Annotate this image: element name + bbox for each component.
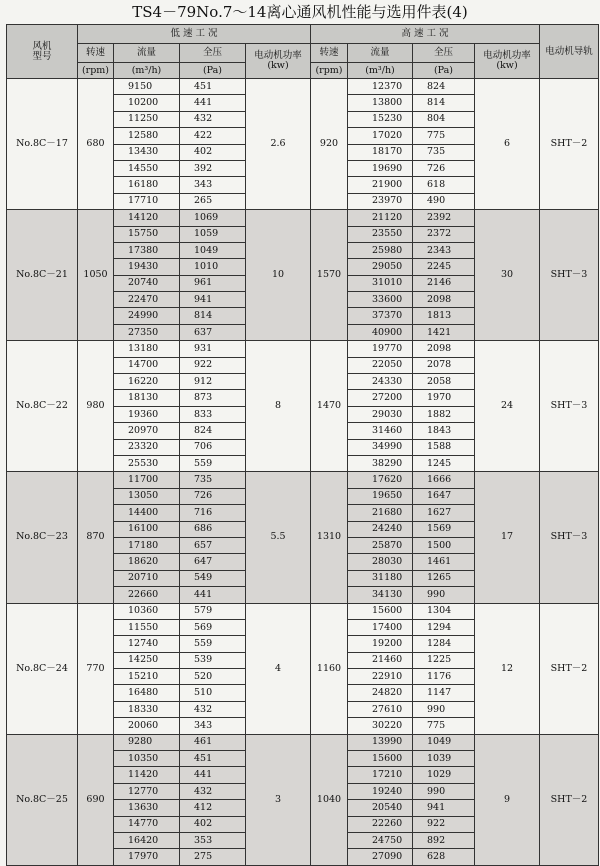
high-pressure-cell: 990 xyxy=(413,587,475,603)
high-pressure-cell: 1284 xyxy=(413,636,475,652)
low-pressure-cell: 726 xyxy=(180,488,246,504)
header-model xyxy=(7,25,78,79)
high-pressure-cell: 2245 xyxy=(413,259,475,275)
low-pressure-cell: 392 xyxy=(180,160,246,176)
header-high-speed-unit: (rpm) xyxy=(311,63,348,79)
low-flow-cell: 16480 xyxy=(114,685,180,701)
header-low-power-label: 电动机功率 xyxy=(254,50,302,62)
low-pressure-cell: 441 xyxy=(180,767,246,783)
high-flow-cell: 19240 xyxy=(348,783,413,799)
high-flow-cell: 19650 xyxy=(348,488,413,504)
high-power-cell: 24 xyxy=(475,341,540,472)
high-flow-cell: 34130 xyxy=(348,587,413,603)
high-flow-cell: 21900 xyxy=(348,177,413,193)
low-flow-cell: 11550 xyxy=(114,619,180,635)
model-cell: No.8C－21 xyxy=(7,210,78,341)
low-pressure-cell: 520 xyxy=(180,669,246,685)
high-pressure-cell: 1039 xyxy=(413,751,475,767)
high-flow-cell: 19690 xyxy=(348,160,413,176)
low-pressure-cell: 559 xyxy=(180,636,246,652)
high-pressure-cell: 804 xyxy=(413,111,475,127)
high-flow-cell: 34990 xyxy=(348,439,413,455)
high-pressure-cell: 2098 xyxy=(413,292,475,308)
rail-cell: SHT－2 xyxy=(540,734,599,865)
low-pressure-cell: 343 xyxy=(180,718,246,734)
high-pressure-cell: 490 xyxy=(413,193,475,209)
high-pressure-cell: 892 xyxy=(413,832,475,848)
high-speed-cell: 1040 xyxy=(311,734,348,865)
header-low-group: 低 速 工 况 xyxy=(78,25,311,44)
high-pressure-cell: 2146 xyxy=(413,275,475,291)
high-pressure-cell: 1294 xyxy=(413,619,475,635)
model-cell: No.8C－24 xyxy=(7,603,78,734)
high-pressure-cell: 941 xyxy=(413,800,475,816)
high-pressure-cell: 775 xyxy=(413,128,475,144)
high-flow-cell: 12370 xyxy=(348,79,413,95)
high-flow-cell: 24750 xyxy=(348,832,413,848)
high-power-cell: 17 xyxy=(475,472,540,603)
low-flow-cell: 17180 xyxy=(114,537,180,553)
header-row-2 xyxy=(7,44,599,63)
header-high-flow-unit: (m³/h) xyxy=(348,63,413,79)
high-pressure-cell: 1421 xyxy=(413,324,475,340)
high-power-cell: 12 xyxy=(475,603,540,734)
high-speed-cell: 1310 xyxy=(311,472,348,603)
low-flow-cell: 20970 xyxy=(114,423,180,439)
low-power-cell: 3 xyxy=(246,734,311,865)
low-pressure-cell: 559 xyxy=(180,455,246,471)
page-title: TS4－79No.7～14离心通风机性能与选用件表(4) xyxy=(132,3,468,21)
low-flow-cell: 16220 xyxy=(114,374,180,390)
low-pressure-cell: 637 xyxy=(180,324,246,340)
high-flow-cell: 17020 xyxy=(348,128,413,144)
low-pressure-cell: 647 xyxy=(180,554,246,570)
high-pressure-cell: 1265 xyxy=(413,570,475,586)
high-pressure-cell: 1970 xyxy=(413,390,475,406)
high-flow-cell: 21460 xyxy=(348,652,413,668)
high-flow-cell: 23970 xyxy=(348,193,413,209)
high-pressure-cell: 1627 xyxy=(413,505,475,521)
low-pressure-cell: 1010 xyxy=(180,259,246,275)
low-flow-cell: 14250 xyxy=(114,652,180,668)
low-flow-cell: 15210 xyxy=(114,669,180,685)
high-flow-cell: 27090 xyxy=(348,849,413,865)
low-flow-cell: 14700 xyxy=(114,357,180,373)
low-pressure-cell: 432 xyxy=(180,701,246,717)
high-flow-cell: 22260 xyxy=(348,816,413,832)
low-flow-cell: 19360 xyxy=(114,406,180,422)
header-high-power xyxy=(475,44,540,79)
low-pressure-cell: 961 xyxy=(180,275,246,291)
header-high-pressure-unit: (Pa) xyxy=(413,63,475,79)
high-pressure-cell: 1176 xyxy=(413,669,475,685)
low-pressure-cell: 275 xyxy=(180,849,246,865)
rail-cell: SHT－2 xyxy=(540,79,599,210)
low-pressure-cell: 686 xyxy=(180,521,246,537)
high-flow-cell: 40900 xyxy=(348,324,413,340)
high-flow-cell: 24240 xyxy=(348,521,413,537)
fan-performance-table xyxy=(6,24,599,866)
low-speed-cell: 770 xyxy=(78,603,114,734)
high-pressure-cell: 1304 xyxy=(413,603,475,619)
low-flow-cell: 10350 xyxy=(114,751,180,767)
low-flow-cell: 18330 xyxy=(114,701,180,717)
header-high-pressure: 全压 xyxy=(413,44,475,63)
high-pressure-cell: 1588 xyxy=(413,439,475,455)
high-flow-cell: 22910 xyxy=(348,669,413,685)
high-flow-cell: 17400 xyxy=(348,619,413,635)
low-flow-cell: 10200 xyxy=(114,95,180,111)
low-flow-cell: 9280 xyxy=(114,734,180,750)
table-row xyxy=(7,603,599,619)
header-low-pressure-unit: (Pa) xyxy=(180,63,246,79)
low-speed-cell: 870 xyxy=(78,472,114,603)
low-flow-cell: 13050 xyxy=(114,488,180,504)
high-flow-cell: 25870 xyxy=(348,537,413,553)
low-flow-cell: 22660 xyxy=(114,587,180,603)
high-flow-cell: 28030 xyxy=(348,554,413,570)
header-model-line2: 型号 xyxy=(32,50,52,62)
high-pressure-cell: 1882 xyxy=(413,406,475,422)
low-flow-cell: 13180 xyxy=(114,341,180,357)
high-flow-cell: 24820 xyxy=(348,685,413,701)
low-power-cell: 2.6 xyxy=(246,79,311,210)
rail-cell: SHT－3 xyxy=(540,472,599,603)
low-flow-cell: 24990 xyxy=(114,308,180,324)
high-pressure-cell: 1461 xyxy=(413,554,475,570)
high-pressure-cell: 814 xyxy=(413,95,475,111)
low-flow-cell: 15750 xyxy=(114,226,180,242)
low-pressure-cell: 451 xyxy=(180,79,246,95)
high-flow-cell: 15600 xyxy=(348,751,413,767)
rail-cell: SHT－3 xyxy=(540,341,599,472)
low-flow-cell: 11700 xyxy=(114,472,180,488)
low-flow-cell: 23320 xyxy=(114,439,180,455)
low-pressure-cell: 833 xyxy=(180,406,246,422)
high-flow-cell: 37370 xyxy=(348,308,413,324)
high-speed-cell: 1470 xyxy=(311,341,348,472)
low-flow-cell: 12580 xyxy=(114,128,180,144)
low-flow-cell: 22470 xyxy=(114,292,180,308)
low-flow-cell: 11420 xyxy=(114,767,180,783)
low-pressure-cell: 402 xyxy=(180,816,246,832)
high-flow-cell: 27200 xyxy=(348,390,413,406)
high-flow-cell: 31180 xyxy=(348,570,413,586)
high-pressure-cell: 1500 xyxy=(413,537,475,553)
low-pressure-cell: 432 xyxy=(180,783,246,799)
low-pressure-cell: 931 xyxy=(180,341,246,357)
low-power-cell: 10 xyxy=(246,210,311,341)
high-pressure-cell: 1049 xyxy=(413,734,475,750)
low-pressure-cell: 539 xyxy=(180,652,246,668)
high-pressure-cell: 2078 xyxy=(413,357,475,373)
low-pressure-cell: 941 xyxy=(180,292,246,308)
low-speed-cell: 690 xyxy=(78,734,114,865)
low-flow-cell: 17710 xyxy=(114,193,180,209)
header-low-speed-unit: (rpm) xyxy=(78,63,114,79)
header-rail: 电动机导轨 xyxy=(540,25,599,79)
low-pressure-cell: 716 xyxy=(180,505,246,521)
high-pressure-cell: 628 xyxy=(413,849,475,865)
high-pressure-cell: 990 xyxy=(413,783,475,799)
high-flow-cell: 25980 xyxy=(348,242,413,258)
header-low-power xyxy=(246,44,311,79)
model-cell: No.8C－23 xyxy=(7,472,78,603)
low-pressure-cell: 1059 xyxy=(180,226,246,242)
low-pressure-cell: 824 xyxy=(180,423,246,439)
low-flow-cell: 18130 xyxy=(114,390,180,406)
high-pressure-cell: 1843 xyxy=(413,423,475,439)
high-flow-cell: 31460 xyxy=(348,423,413,439)
table-row xyxy=(7,472,599,488)
low-flow-cell: 13430 xyxy=(114,144,180,160)
high-pressure-cell: 922 xyxy=(413,816,475,832)
low-flow-cell: 16100 xyxy=(114,521,180,537)
low-pressure-cell: 265 xyxy=(180,193,246,209)
rail-cell: SHT－3 xyxy=(540,210,599,341)
high-pressure-cell: 1147 xyxy=(413,685,475,701)
header-low-pressure: 全压 xyxy=(180,44,246,63)
high-power-cell: 9 xyxy=(475,734,540,865)
high-pressure-cell: 1245 xyxy=(413,455,475,471)
high-flow-cell: 15600 xyxy=(348,603,413,619)
high-speed-cell: 920 xyxy=(311,79,348,210)
low-flow-cell: 14550 xyxy=(114,160,180,176)
low-flow-cell: 12740 xyxy=(114,636,180,652)
low-pressure-cell: 1069 xyxy=(180,210,246,226)
header-high-power-unit: (kw) xyxy=(496,60,518,71)
high-pressure-cell: 618 xyxy=(413,177,475,193)
low-pressure-cell: 579 xyxy=(180,603,246,619)
high-pressure-cell: 2058 xyxy=(413,374,475,390)
low-flow-cell: 9150 xyxy=(114,79,180,95)
low-pressure-cell: 510 xyxy=(180,685,246,701)
high-speed-cell: 1160 xyxy=(311,603,348,734)
high-pressure-cell: 824 xyxy=(413,79,475,95)
high-flow-cell: 31010 xyxy=(348,275,413,291)
low-flow-cell: 25530 xyxy=(114,455,180,471)
high-speed-cell: 1570 xyxy=(311,210,348,341)
header-low-flow-unit: (m³/h) xyxy=(114,63,180,79)
high-flow-cell: 22050 xyxy=(348,357,413,373)
header-high-group: 高 速 工 况 xyxy=(311,25,540,44)
high-flow-cell: 15230 xyxy=(348,111,413,127)
low-pressure-cell: 432 xyxy=(180,111,246,127)
high-flow-cell: 29030 xyxy=(348,406,413,422)
table-row xyxy=(7,210,599,226)
header-high-speed: 转速 xyxy=(311,44,348,63)
high-flow-cell: 17620 xyxy=(348,472,413,488)
low-flow-cell: 20740 xyxy=(114,275,180,291)
low-pressure-cell: 549 xyxy=(180,570,246,586)
header-high-power-label: 电动机功率 xyxy=(483,50,531,62)
low-flow-cell: 27350 xyxy=(114,324,180,340)
low-flow-cell: 14770 xyxy=(114,816,180,832)
low-flow-cell: 17970 xyxy=(114,849,180,865)
high-pressure-cell: 735 xyxy=(413,144,475,160)
high-flow-cell: 27610 xyxy=(348,701,413,717)
high-flow-cell: 17210 xyxy=(348,767,413,783)
header-row-1 xyxy=(7,25,599,44)
high-flow-cell: 21680 xyxy=(348,505,413,521)
low-flow-cell: 11250 xyxy=(114,111,180,127)
high-pressure-cell: 2392 xyxy=(413,210,475,226)
high-flow-cell: 29050 xyxy=(348,259,413,275)
low-speed-cell: 1050 xyxy=(78,210,114,341)
model-cell: No.8C－22 xyxy=(7,341,78,472)
low-flow-cell: 20060 xyxy=(114,718,180,734)
high-pressure-cell: 775 xyxy=(413,718,475,734)
model-cell: No.8C－17 xyxy=(7,79,78,210)
high-flow-cell: 13990 xyxy=(348,734,413,750)
high-pressure-cell: 1029 xyxy=(413,767,475,783)
high-pressure-cell: 1666 xyxy=(413,472,475,488)
low-pressure-cell: 706 xyxy=(180,439,246,455)
low-pressure-cell: 441 xyxy=(180,587,246,603)
low-pressure-cell: 657 xyxy=(180,537,246,553)
low-flow-cell: 18620 xyxy=(114,554,180,570)
high-flow-cell: 20540 xyxy=(348,800,413,816)
high-flow-cell: 30220 xyxy=(348,718,413,734)
low-flow-cell: 13630 xyxy=(114,800,180,816)
low-flow-cell: 12770 xyxy=(114,783,180,799)
header-model-line1: 风机 xyxy=(32,40,52,52)
header-low-flow: 流量 xyxy=(114,44,180,63)
header-low-speed: 转速 xyxy=(78,44,114,63)
header-high-flow: 流量 xyxy=(348,44,413,63)
low-pressure-cell: 353 xyxy=(180,832,246,848)
low-flow-cell: 16420 xyxy=(114,832,180,848)
low-speed-cell: 980 xyxy=(78,341,114,472)
low-power-cell: 8 xyxy=(246,341,311,472)
low-flow-cell: 14400 xyxy=(114,505,180,521)
high-flow-cell: 24330 xyxy=(348,374,413,390)
high-pressure-cell: 2098 xyxy=(413,341,475,357)
high-pressure-cell: 2343 xyxy=(413,242,475,258)
high-flow-cell: 38290 xyxy=(348,455,413,471)
high-pressure-cell: 990 xyxy=(413,701,475,717)
high-flow-cell: 19770 xyxy=(348,341,413,357)
low-power-cell: 4 xyxy=(246,603,311,734)
low-pressure-cell: 412 xyxy=(180,800,246,816)
low-flow-cell: 17380 xyxy=(114,242,180,258)
low-speed-cell: 680 xyxy=(78,79,114,210)
high-pressure-cell: 1225 xyxy=(413,652,475,668)
low-pressure-cell: 814 xyxy=(180,308,246,324)
low-pressure-cell: 569 xyxy=(180,619,246,635)
low-pressure-cell: 441 xyxy=(180,95,246,111)
low-flow-cell: 20710 xyxy=(114,570,180,586)
header-low-power-unit: (kw) xyxy=(267,60,289,71)
low-power-cell: 5.5 xyxy=(246,472,311,603)
high-pressure-cell: 726 xyxy=(413,160,475,176)
low-pressure-cell: 912 xyxy=(180,374,246,390)
low-pressure-cell: 735 xyxy=(180,472,246,488)
table-row xyxy=(7,79,599,95)
high-pressure-cell: 1647 xyxy=(413,488,475,504)
low-pressure-cell: 461 xyxy=(180,734,246,750)
high-power-cell: 6 xyxy=(475,79,540,210)
table-row xyxy=(7,341,599,357)
table-body xyxy=(7,25,599,866)
low-pressure-cell: 873 xyxy=(180,390,246,406)
low-pressure-cell: 422 xyxy=(180,128,246,144)
model-cell: No.8C－25 xyxy=(7,734,78,865)
rail-cell: SHT－2 xyxy=(540,603,599,734)
high-flow-cell: 33600 xyxy=(348,292,413,308)
low-pressure-cell: 402 xyxy=(180,144,246,160)
high-pressure-cell: 2372 xyxy=(413,226,475,242)
low-pressure-cell: 922 xyxy=(180,357,246,373)
low-flow-cell: 10360 xyxy=(114,603,180,619)
high-flow-cell: 19200 xyxy=(348,636,413,652)
high-flow-cell: 18170 xyxy=(348,144,413,160)
high-pressure-cell: 1569 xyxy=(413,521,475,537)
high-pressure-cell: 1813 xyxy=(413,308,475,324)
high-flow-cell: 23550 xyxy=(348,226,413,242)
low-pressure-cell: 1049 xyxy=(180,242,246,258)
low-flow-cell: 16180 xyxy=(114,177,180,193)
high-flow-cell: 21120 xyxy=(348,210,413,226)
low-flow-cell: 14120 xyxy=(114,210,180,226)
low-flow-cell: 19430 xyxy=(114,259,180,275)
low-pressure-cell: 451 xyxy=(180,751,246,767)
high-power-cell: 30 xyxy=(475,210,540,341)
table-row xyxy=(7,734,599,750)
low-pressure-cell: 343 xyxy=(180,177,246,193)
high-flow-cell: 13800 xyxy=(348,95,413,111)
